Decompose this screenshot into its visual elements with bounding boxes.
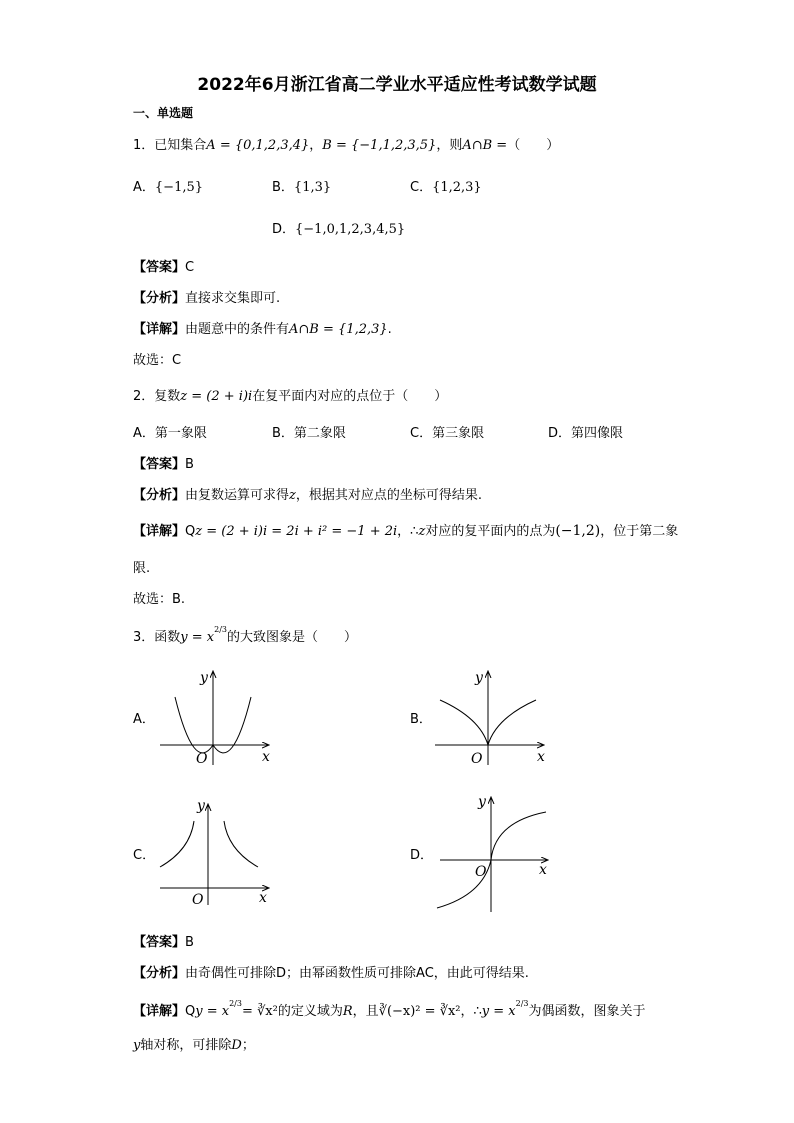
x-label: x xyxy=(259,890,267,906)
detail-option: D xyxy=(231,1038,242,1053)
q3-text: 函数 xyxy=(154,630,181,645)
q3-answer xyxy=(133,931,194,950)
detail-text-b: ，且 xyxy=(352,1004,379,1019)
detail-expr2: = ∛x² xyxy=(241,1004,278,1019)
option-value: {−1,5} xyxy=(154,180,204,195)
page-title: 2022年6月浙江省高二学业水平适应性考试数学试题 xyxy=(197,75,597,95)
question-2 xyxy=(133,385,447,404)
detail-expr: A∩B = {1,2,3} xyxy=(289,322,388,337)
detail-text-c: ，位于第二象 xyxy=(600,524,679,539)
detail-mid: ，∴ xyxy=(397,524,419,539)
option-value: {1,3} xyxy=(293,180,332,195)
y-label: y xyxy=(475,670,483,686)
option-label: B． xyxy=(272,426,294,441)
q3-expr: y = x xyxy=(180,630,215,645)
curve-right xyxy=(224,821,258,867)
detail-var: z xyxy=(418,524,426,539)
detail-expr3: ∛(−x)² = ∛x² xyxy=(378,1004,461,1019)
q2-conclusion: 故选：B. xyxy=(133,592,186,607)
detail-var: y xyxy=(133,1038,141,1053)
q1-option-b[interactable] xyxy=(272,176,331,195)
option-label: D． xyxy=(272,222,296,237)
origin-label: O xyxy=(196,751,208,767)
option-value: 第一象限 xyxy=(154,426,207,441)
q2-detail-wrap: 限. xyxy=(133,561,151,576)
graph-d-label[interactable]: D． xyxy=(410,848,434,863)
origin-label: O xyxy=(471,751,483,767)
graph-d[interactable] xyxy=(425,790,560,915)
q3-text-b: 的大致图象是（ ） xyxy=(227,630,358,645)
detail-text: 由题意中的条件有 xyxy=(185,322,290,337)
q2-number: 2． xyxy=(133,389,155,404)
q1-detail xyxy=(133,318,392,337)
detail-exponent-2: 2/3 xyxy=(515,999,529,1008)
answer-tag: 【答案】 xyxy=(133,457,186,472)
x-label: x xyxy=(262,749,270,765)
analysis-text: 直接求交集即可. xyxy=(185,291,281,306)
x-label: x xyxy=(539,862,547,878)
q2-option-d[interactable] xyxy=(548,422,623,441)
analysis-tag: 【分析】 xyxy=(133,966,186,981)
q3-number: 3． xyxy=(133,630,155,645)
graph-a[interactable] xyxy=(150,660,280,770)
question-1 xyxy=(133,134,559,153)
q1-text: 已知集合 xyxy=(154,138,207,153)
q2-option-a[interactable] xyxy=(133,422,207,441)
q1-expr: A∩B = xyxy=(462,138,508,153)
q2-text: 复数 xyxy=(154,389,181,404)
q3-exponent: 2/3 xyxy=(214,625,228,634)
q3-analysis xyxy=(133,962,529,981)
answer-tag: 【答案】 xyxy=(133,260,186,275)
option-value: {1,2,3} xyxy=(432,180,482,195)
detail-end: ； xyxy=(241,1038,255,1053)
option-value: {−1,0,1,2,3,4,5} xyxy=(295,222,406,237)
detail-tag: 【详解】 xyxy=(133,1004,186,1019)
detail-because: Q xyxy=(185,524,196,539)
detail-text-d: 为偶函数，图象关于 xyxy=(528,1004,646,1019)
q1-option-c[interactable] xyxy=(410,176,482,195)
analysis-text: 由复数运算可求得 xyxy=(185,488,290,503)
q1-option-a[interactable] xyxy=(133,176,203,195)
q1-conclusion: 故选：C xyxy=(133,353,182,368)
detail-text-e: 轴对称，可排除 xyxy=(140,1038,232,1053)
detail-therefore: ，∴ xyxy=(460,1004,482,1019)
graph-a-label[interactable]: A． xyxy=(133,712,155,727)
q2-option-c[interactable] xyxy=(410,422,484,441)
detail-because: Q xyxy=(185,1004,196,1019)
analysis-text-b: ，根据其对应点的坐标可得结果. xyxy=(295,488,483,503)
curve-left xyxy=(160,821,194,867)
option-value: 第三象限 xyxy=(432,426,485,441)
q1-answer xyxy=(133,256,194,275)
q2-answer xyxy=(133,453,194,472)
q1-analysis xyxy=(133,287,280,306)
answer-value: C xyxy=(185,260,195,275)
answer-value: B xyxy=(185,935,194,950)
analysis-tag: 【分析】 xyxy=(133,291,186,306)
graph-c-label[interactable]: C． xyxy=(133,848,156,863)
option-label: A． xyxy=(133,426,155,441)
q2-analysis xyxy=(133,484,482,503)
x-label: x xyxy=(537,749,545,765)
q1-separator: ， xyxy=(309,138,323,153)
option-label: C． xyxy=(410,426,433,441)
analysis-text: 由奇偶性可排除D；由幂函数性质可排除AC，由此可得结果. xyxy=(185,966,529,981)
q3-detail-wrap xyxy=(133,1034,255,1053)
option-value: 第二象限 xyxy=(293,426,346,441)
q2-option-b[interactable] xyxy=(272,422,346,441)
detail-expr: z = (2 + i)i = 2i + i² = −1 + 2i xyxy=(195,524,398,539)
detail-tag: 【详解】 xyxy=(133,524,186,539)
q1-option-d[interactable] xyxy=(272,218,405,237)
y-label: y xyxy=(478,794,486,810)
detail-tag: 【详解】 xyxy=(133,322,186,337)
detail-expr1: y = x xyxy=(195,1004,230,1019)
origin-label: O xyxy=(192,892,204,908)
q1-paren: （ ） xyxy=(507,138,560,153)
question-3 xyxy=(133,625,357,645)
detail-exponent: 2/3 xyxy=(229,999,242,1008)
detail-domain: R xyxy=(342,1004,353,1019)
option-label: C． xyxy=(410,180,433,195)
graph-b-label[interactable]: B． xyxy=(410,712,432,727)
detail-expr4: y = x xyxy=(481,1004,516,1019)
origin-label: O xyxy=(475,864,487,880)
analysis-var: z xyxy=(289,488,296,503)
graph-c[interactable] xyxy=(150,795,280,910)
option-label: D． xyxy=(548,426,572,441)
detail-end: . xyxy=(387,322,392,337)
answer-value: B xyxy=(185,457,194,472)
q3-detail xyxy=(133,999,646,1019)
detail-text: 的定义域为 xyxy=(277,1004,343,1019)
q2-expr: z = (2 + i)i xyxy=(180,389,253,404)
q2-text-b: 在复平面内对应的点位于（ ） xyxy=(252,389,448,404)
option-label: B． xyxy=(272,180,294,195)
detail-point: (−1,2) xyxy=(555,523,601,539)
option-label: A． xyxy=(133,180,155,195)
q1-set-a: A = {0,1,2,3,4} xyxy=(206,138,310,153)
q2-detail xyxy=(133,520,678,539)
option-value: 第四像限 xyxy=(571,426,624,441)
q1-number: 1． xyxy=(133,138,155,153)
y-label: y xyxy=(197,798,205,814)
y-label: y xyxy=(200,670,208,686)
section-heading: 一、单选题 xyxy=(133,106,194,120)
q1-text-b: ，则 xyxy=(436,138,463,153)
q1-set-b: B = {−1,1,2,3,5} xyxy=(322,138,437,153)
graph-b[interactable] xyxy=(425,660,555,770)
answer-tag: 【答案】 xyxy=(133,935,186,950)
analysis-tag: 【分析】 xyxy=(133,488,186,503)
detail-text: 对应的复平面内的点为 xyxy=(425,524,556,539)
